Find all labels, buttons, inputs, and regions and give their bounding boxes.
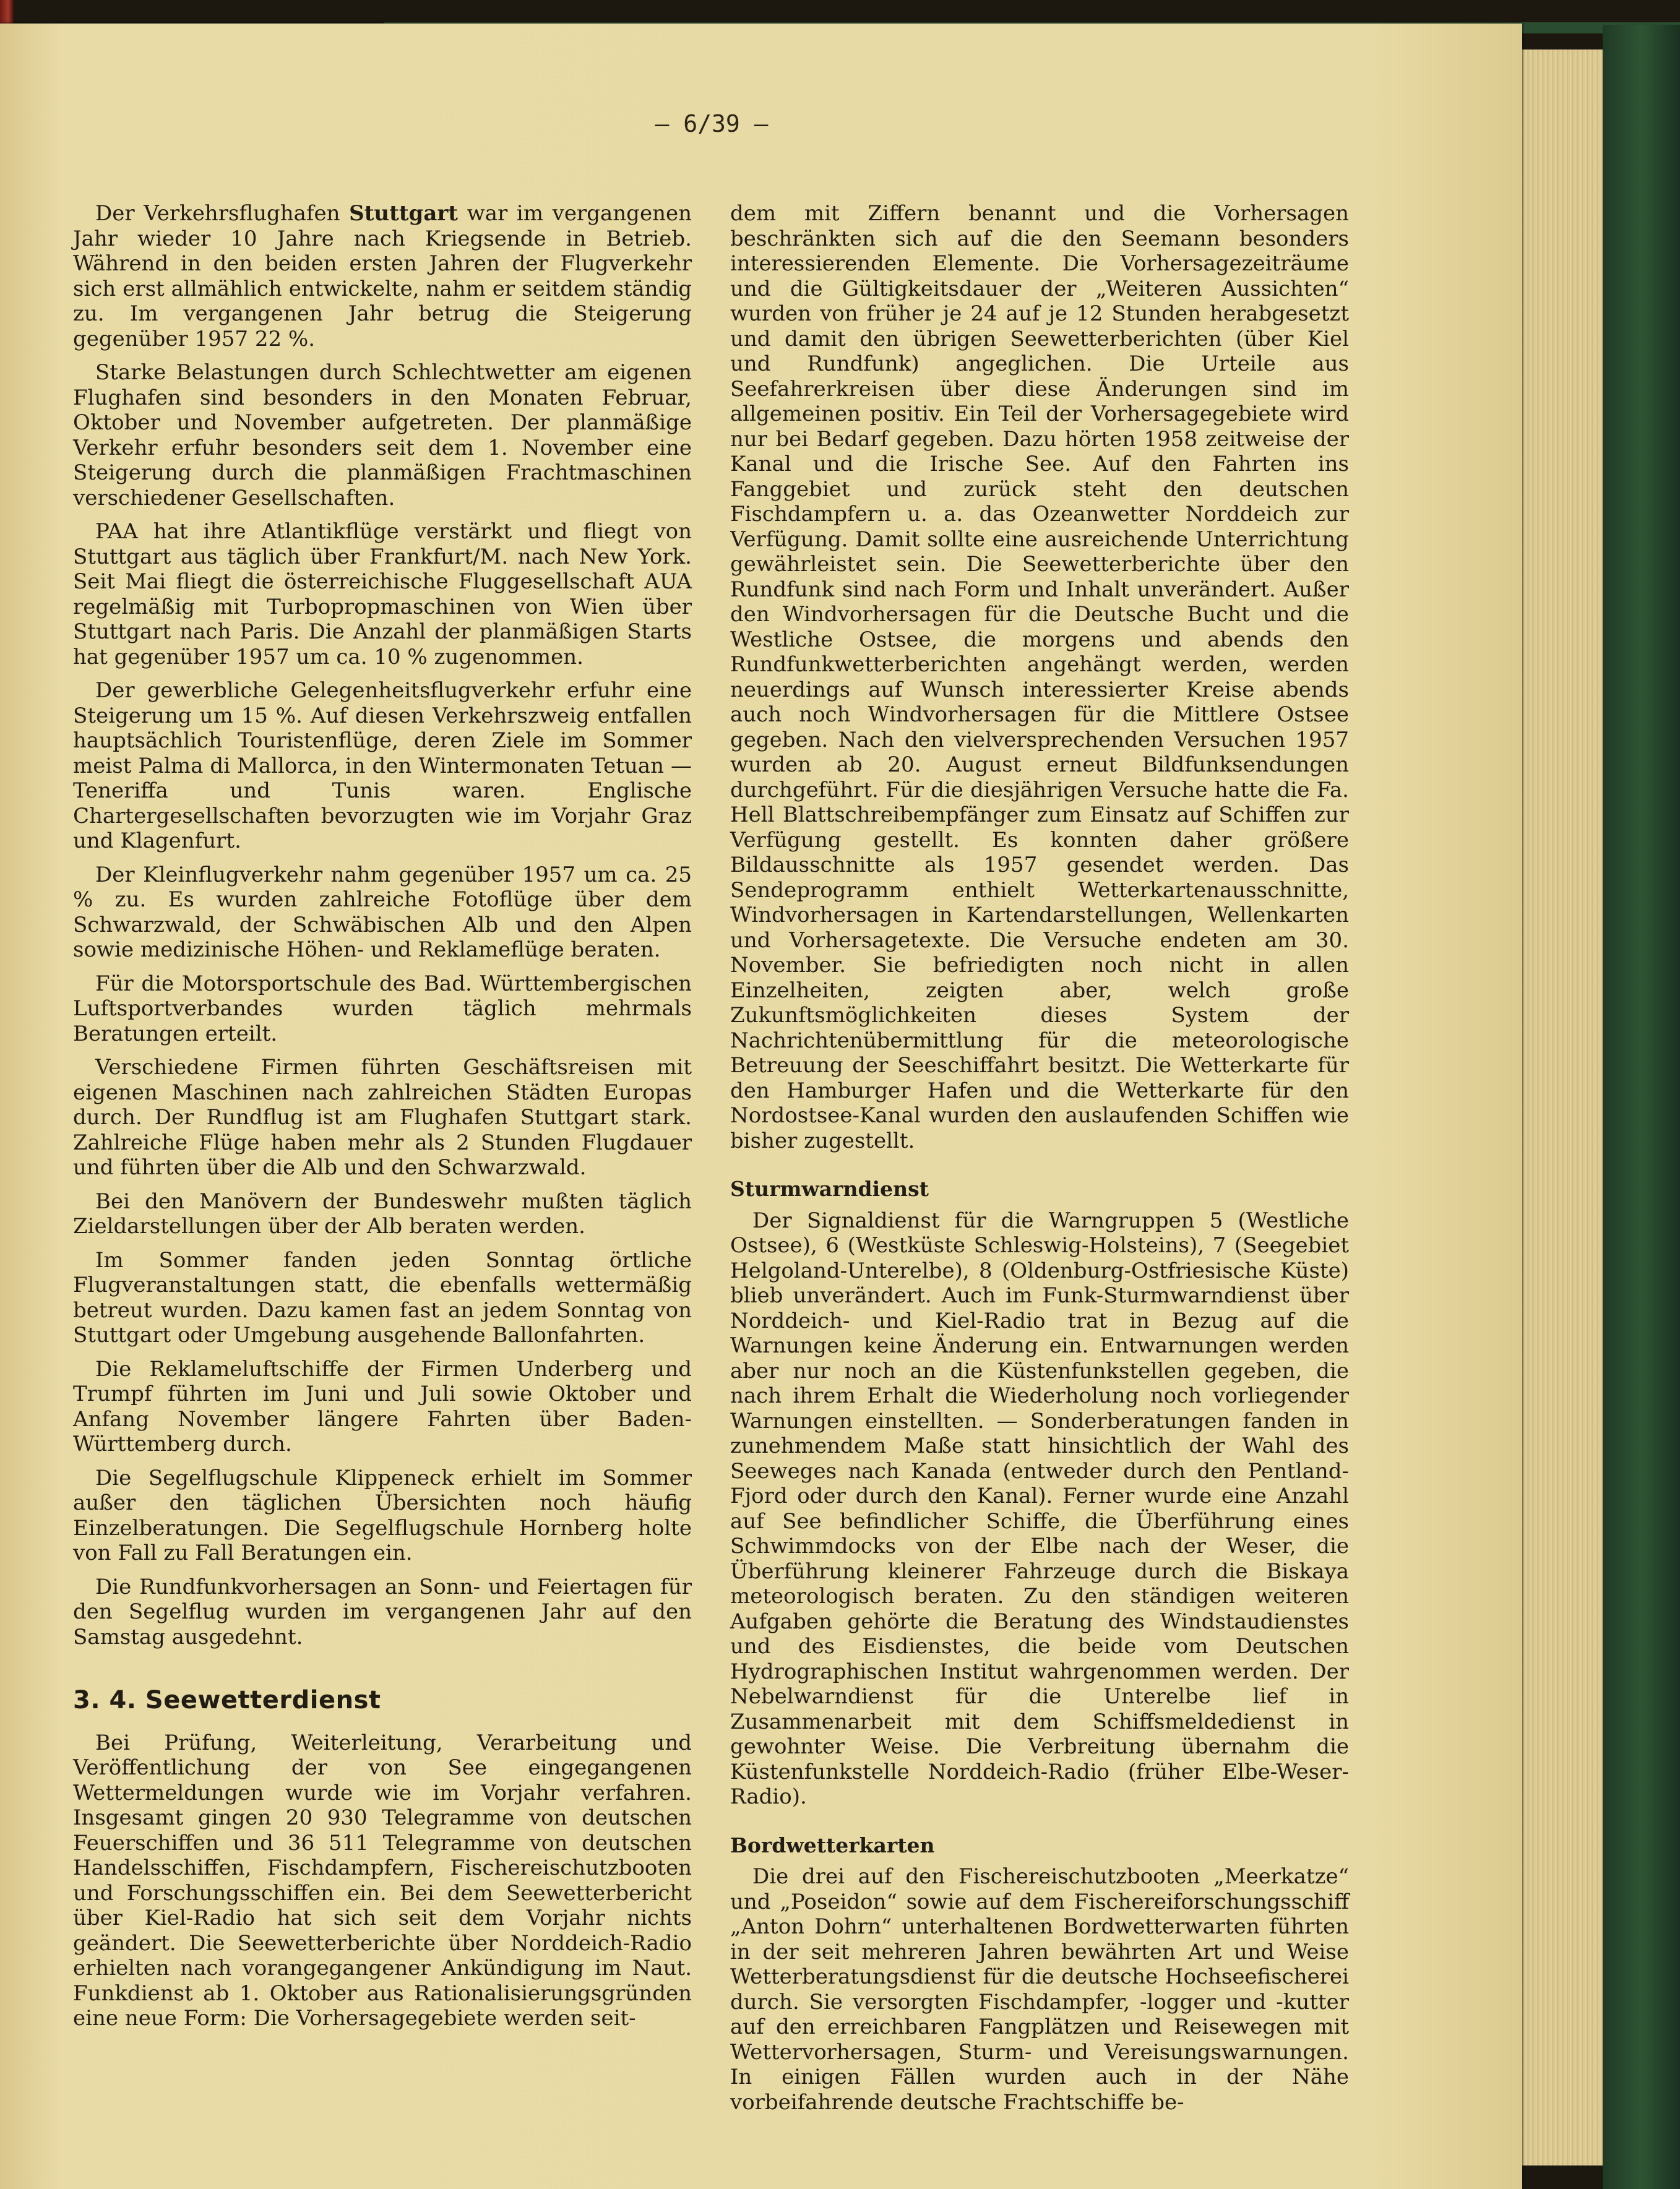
paragraph: Der Kleinflugverkehr nahm gegenüber 1957 um ca. 25 % zu. Es wurden zahlreiche Fotoflüge über dem Schwarzwald, der Schwäbischen Alb und den Alpen sowie medizinische Höhen- und Reklameflüge beraten. <box>73 862 692 962</box>
paragraph-seewetterdienst: Bei Prüfung, Weiterleitung, Verarbeitung und Veröffentlichung der von See eingegangenen Wettermeldungen wurde wie im Vorjahr verfahren. Insgesamt gingen 20 930 Telegramme von deutschen Feuerschiffen und 36 511 Telegramme von deutschen Handelsschiffen, Fischdampfern, Fischereischutzbooten und Forschungsschiffen ein. Bei dem Seewetterbericht über Kiel-Radio hat sich seit dem Vorjahr nichts geändert. Die Seewetterberichte über Norddeich-Radio erhielten nach vorangegangener Ankündigung im Naut. Funkdienst ab 1. Oktober aus Rationalisierungsgründen eine neue Form: Die Vorhersagegebiete werden seit- <box>73 1730 692 2031</box>
paragraph-bordwetterkarten: Die drei auf den Fischereischutzbooten „Meerkatze“ und „Poseidon“ sowie auf dem Fischereiforschungsschiff „Anton Dohrn“ unterhaltenen Bordwetterwarten führten in der seit mehreren Jahren bewährten Art und Weise Wetterberatungsdienst für die deutsche Hochseefischerei durch. Sie versorgten Fischdampfer, -logger und -kutter auf den erreichbaren Fangplätzen und Reisewegen mit Wettervorhersagen, Sturm- und Vereisungswarnungen. In einigen Fällen wurden auch in der Nähe vorbeifahrende deutsche Frachtschiffe be- <box>730 1864 1349 2115</box>
subhead-sturmwarndienst: Sturmwarndienst <box>730 1177 929 1201</box>
paragraph: Die Reklameluftschiffe der Firmen Underberg und Trumpf führten im Juni und Juli sowie Oktober und Anfang November längere Fahrten über Baden-Württemberg durch. <box>73 1356 692 1456</box>
book-cover-right <box>1603 25 1680 2189</box>
paragraph: Verschiedene Firmen führten Geschäftsreisen mit eigenen Maschinen nach zahlreichen Städten Europas durch. Der Rundflug ist am Flughafen Stuttgart stark. Zahlreiche Flüge haben mehr als 2 Stunden Flugdauer und führten über die Alb und den Schwarzwald. <box>73 1055 692 1180</box>
subhead-bordwetterkarten: Bordwetterkarten <box>730 1833 935 1857</box>
paragraph: Starke Belastungen durch Schlechtwetter am eigenen Flughafen sind besonders in den Monaten Februar, Oktober und November aufgetreten. Der planmäßige Verkehr erfuhr besonders seit dem 1. November eine Steigerung durch die planmäßigen Frachtmaschinen verschiedener Gesellschaften. <box>73 360 692 510</box>
left-column <box>73 201 692 2040</box>
section-title-seewetterdienst: 3. 4. Seewetterdienst <box>73 1686 381 1714</box>
paragraph: Der gewerbliche Gelegenheitsflugverkehr erfuhr eine Steigerung um 15 %. Auf diesen Verkehrszweig entfallen hauptsächlich Touristenflüge, deren Ziele im Sommer meist Palma di Mallorca, in den Wintermonaten Tetuan — Teneriffa und Tunis waren. Englische Chartergesellschaften bevorzugten wie im Vorjahr Graz und Klagenfurt. <box>73 678 692 853</box>
paragraph-rest: war im vergangenen Jahr wieder 10 Jahre nach Kriegsende in Betrieb. Während in den beiden ersten Jahren der Flugverkehr sich erst allmählich entwickelte, nahm er seitdem ständig zu. Im vergangenen Jahr betrug die Steigerung gegenüber 1957 22 %. <box>73 201 692 351</box>
paragraph: Im Sommer fanden jeden Sonntag örtliche Flugveranstaltungen statt, die ebenfalls wettermäßig betreut wurden. Dazu kamen fast an jedem Sonntag von Stuttgart oder Umgebung ausgehende Ballonfahrten. <box>73 1247 692 1348</box>
paragraph-stuttgart <box>73 201 692 351</box>
page-edges <box>1510 49 1603 2165</box>
bold-keyword: Stuttgart <box>349 201 458 226</box>
paragraph: Bei den Manövern der Bundeswehr mußten täglich Zieldarstellungen über der Alb beraten werden. <box>73 1189 692 1239</box>
document-page <box>0 24 1522 2189</box>
right-column <box>730 201 1349 2123</box>
paragraph-continuation: dem mit Ziffern benannt und die Vorhersagen beschränkten sich auf die den Seemann besonders interessierenden Elemente. Die Vorhersagezeiträume und die Gültigkeitsdauer der „Weiteren Aussichten“ wurden von früher je 24 auf je 12 Stunden herabgesetzt und damit den übrigen Seewetterberichten (über Kiel und Rundfunk) angeglichen. Die Urteile aus Seefahrerkreisen über diese Änderungen sind im allgemeinen positiv. Ein Teil der Vorhersagegebiete wird nur bei Bedarf gegeben. Dazu hörten 1958 zeitweise der Kanal und die Irische See. Auf den Fahrten ins Fanggebiet und zurück steht den deutschen Fischdampfern u. a. das Ozeanwetter Norddeich zur Verfügung. Damit sollte eine ausreichende Unterrichtung gewährleistet sein. Die Seewetterberichte über den Rundfunk sind nach Form und Inhalt unverändert. Außer den Windvorhersagen für die Deutsche Bucht und die Westliche Ostsee, die morgens und abends den Rundfunkwetterberichten angehängt werden, werden neuerdings auf Wunsch interessierter Kreise abends auch noch Windvorhersagen für die Mittlere Ostsee gegeben. Nach den vielversprechenden Versuchen 1957 wurden ab 20. August erneut Bildfunksendungen durchgeführt. Für die diesjährigen Versuche hatte die Fa. Hell Blattschreibempfänger zum Einsatz auf Schiffen zur Verfügung gestellt. Es konnten daher größere Bildausschnitte als 1957 gesendet werden. Das Sendeprogramm enthielt Wetterkartenausschnitte, Windvorhersagen in Kartendarstellungen, Wellenkarten und Vorhersagetexte. Die Versuche endeten am 30. November. Sie befriedigten noch nicht in allen Einzelheiten, zeigten aber, welch große Zukunftsmöglichkeiten dieses System der Nachrichtenübermittlung für die meteorologische Betreuung der Seeschiffahrt besitzt. Die Wetterkarte für den Hamburger Hafen und die Wetterkarte für den Nordostsee-Kanal wurden den auslaufenden Schiffen wie bisher zugestellt. <box>730 201 1349 1153</box>
paragraph: Die Rundfunkvorhersagen an Sonn- und Feiertagen für den Segelflug wurden im vergangenen Jahr auf den Samstag ausgedehnt. <box>73 1574 692 1649</box>
paragraph-sturmwarndienst: Der Signaldienst für die Warngruppen 5 (Westliche Ostsee), 6 (Westküste Schleswig-Holsteins), 7 (Seegebiet Helgoland-Unterelbe), 8 (Oldenburg-Ostfriesische Küste) blieb unverändert. Auch im Funk-Sturmwarndienst über Norddeich- und Kiel-Radio trat in Bezug auf die Warnungen keine Änderung ein. Entwarnungen werden aber nur noch an die Küstenfunkstellen gegeben, die nach ihrem Erhalt die Wiederholung noch vorliegender Warnungen einstellten. — Sonderberatungen fanden in zunehmendem Maße statt hinsichtlich der Wahl des Seeweges nach Kanada (entweder durch den Pentland-Fjord oder durch den Kanal). Ferner wurde eine Anzahl auf See befindlicher Schiffe, die Überführung eines Schwimmdocks von der Elbe nach der Weser, die Überführung kleinerer Fahrzeuge durch die Biskaya meteorologisch beraten. Zu den ständigen weiteren Aufgaben gehörte die Beratung des Windstaudienstes und des Eisdienstes, die beide vom Deutschen Hydrographischen Institut wahrgenommen werden. Der Nebelwarndienst für die Unterelbe lief in Zusammenarbeit mit dem Schiffsmeldedienst in gewohnter Weise. Die Verbreitung übernahm die Küstenfunkstelle Norddeich-Radio (früher Elbe-Weser-Radio). <box>730 1208 1349 1809</box>
page-number: — 6/39 — <box>655 110 769 137</box>
paragraph: PAA hat ihre Atlantikflüge verstärkt und fliegt von Stuttgart aus täglich über Frankfurt/M. nach New York. Seit Mai fliegt die österreichische Fluggesellschaft AUA regelmäßig mit Turbopropmaschinen von Wien über Stuttgart nach Paris. Die Anzahl der planmäßigen Starts hat gegenüber 1957 um ca. 10 % zugenommen. <box>73 519 692 669</box>
paragraph: Die Segelflugschule Klippeneck erhielt im Sommer außer den täglichen Übersichten noch häufig Einzelberatungen. Die Segelflugschule Hornberg holte von Fall zu Fall Beratungen ein. <box>73 1465 692 1565</box>
paragraph: Für die Motorsportschule des Bad. Württembergischen Luftsportverbandes wurden täglich mehrmals Beratungen erteilt. <box>73 971 692 1046</box>
paragraph-lead: Der Verkehrsflughafen <box>95 201 350 226</box>
